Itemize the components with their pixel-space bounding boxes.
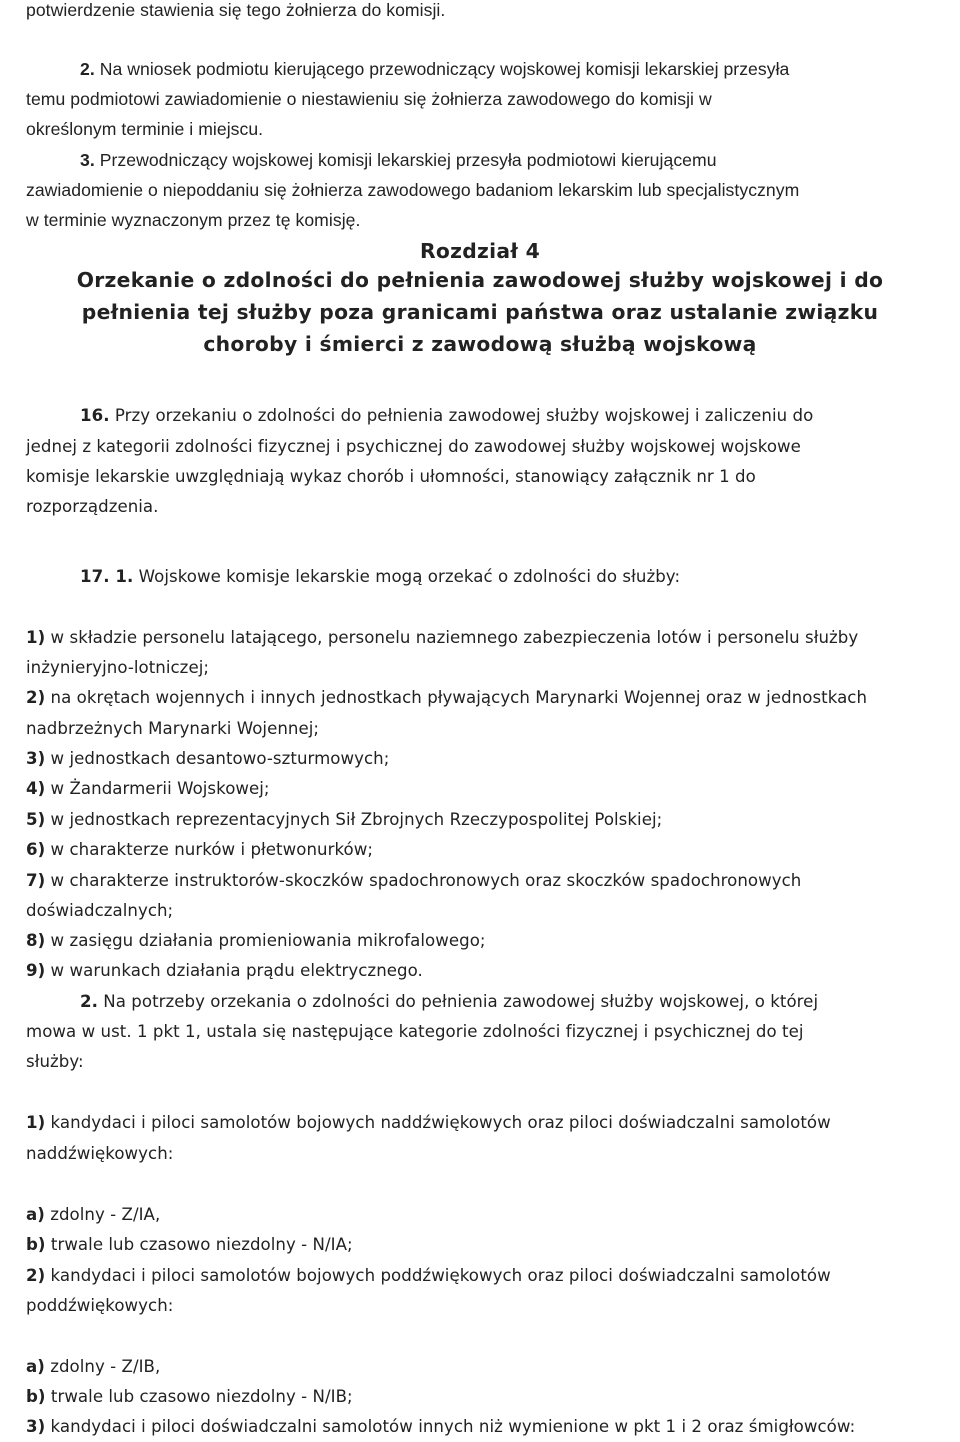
subsection-number: 2.	[80, 992, 98, 1011]
text-line	[26, 437, 801, 456]
category-item	[26, 1266, 831, 1285]
item-number: 8)	[26, 931, 46, 950]
paragraph-text: temu podmiotowi zawiadomienie o niestawieniu się żołnierza zawodowego do komisji w	[26, 89, 712, 109]
item-text: w charakterze nurków i płetwonurków;	[45, 840, 373, 859]
section-16	[80, 406, 813, 425]
item-text: w zasięgu działania promieniowania mikrofalowego;	[45, 931, 486, 950]
section-number: 16.	[80, 406, 110, 425]
paragraph-text: Wojskowe komisje lekarskie mogą orzekać o zdolności do służby:	[133, 567, 681, 586]
text-line	[26, 119, 263, 140]
item-text: poddźwiękowych:	[26, 1296, 174, 1315]
category-subitem	[26, 1387, 353, 1406]
chapter-title-line: pełnienia tej służby poza granicami państwa oraz ustalanie związku	[81, 300, 879, 324]
paragraph-text: jednej z kategorii zdolności fizycznej i psychicznej do zawodowej służby wojskowej wojskowe	[26, 437, 801, 456]
paragraph-3	[80, 150, 717, 171]
item-text: trwale lub czasowo niezdolny - N/IA;	[45, 1235, 353, 1254]
item-number: 2)	[26, 688, 46, 707]
item-text: zdolny - Z/IB,	[44, 1357, 161, 1376]
category-subitem	[26, 1235, 353, 1254]
item-text: zdolny - Z/IA,	[44, 1205, 161, 1224]
item-text: naddźwiękowych:	[26, 1144, 174, 1163]
text-line	[26, 210, 360, 231]
list-item	[26, 749, 389, 768]
section-number: 17. 1.	[80, 567, 134, 586]
list-item	[26, 779, 270, 798]
paragraph-text: w terminie wyznaczonym przez tę komisję.	[26, 210, 361, 230]
item-number: 3)	[26, 749, 46, 768]
item-text: kandydaci i piloci samolotów bojowych naddźwiękowych oraz piloci doświadczalni samolotów	[45, 1113, 831, 1132]
list-item	[26, 628, 858, 647]
subitem-letter: a)	[26, 1205, 45, 1224]
paragraph-text: Przy orzekaniu o zdolności do pełnienia zawodowej służby wojskowej i zaliczeniu do	[109, 406, 814, 425]
list-item-continuation	[26, 719, 319, 738]
text-line	[26, 1022, 804, 1041]
list-item	[26, 961, 423, 980]
category-subitem	[26, 1205, 160, 1224]
text-line	[26, 1052, 84, 1071]
category-item	[26, 1417, 855, 1436]
item-text: kandydaci i piloci doświadczalni samolotów innych niż wymienione w pkt 1 i 2 oraz śmigłowców:	[45, 1417, 856, 1436]
chapter-title-line: Orzekanie o zdolności do pełnienia zawodowej służby wojskowej i do	[76, 268, 884, 292]
item-text: inżynieryjno-lotniczej;	[26, 658, 210, 677]
list-item-continuation	[26, 658, 209, 677]
paragraph-text: Na potrzeby orzekania o zdolności do pełnienia zawodowej służby wojskowej, o której	[97, 992, 819, 1011]
item-number: 1)	[26, 1113, 46, 1132]
item-text: kandydaci i piloci samolotów bojowych poddźwiękowych oraz piloci doświadczalni samolotów	[45, 1266, 831, 1285]
paragraph-text: potwierdzenie stawienia się tego żołnierza do komisji.	[26, 0, 446, 20]
item-number: 4)	[26, 779, 46, 798]
category-item	[26, 1113, 831, 1132]
paragraph-text: komisje lekarskie uwzględniają wykaz chorób i ułomności, stanowiący załącznik nr 1 do	[26, 467, 756, 486]
text-line	[26, 0, 445, 21]
item-text: trwale lub czasowo niezdolny - N/IB;	[45, 1387, 353, 1406]
paragraph-text: Przewodniczący wojskowej komisji lekarskiej przesyła podmiotowi kierującemu	[94, 150, 717, 170]
text-line	[26, 467, 756, 486]
subitem-letter: a)	[26, 1357, 45, 1376]
item-number: 5)	[26, 810, 46, 829]
item-text: w jednostkach desantowo-szturmowych;	[45, 749, 390, 768]
paragraph-text: określonym terminie i miejscu.	[26, 119, 264, 139]
item-text: w charakterze instruktorów-skoczków spadochronowych oraz skoczków spadochronowych	[45, 871, 802, 890]
chapter-number: Rozdział 4	[419, 239, 540, 263]
list-item	[26, 810, 662, 829]
chapter-title-line: choroby i śmierci z zawodową służbą wojskową	[203, 332, 757, 356]
section-17	[80, 567, 680, 586]
list-item	[26, 688, 867, 707]
item-text: doświadczalnych;	[26, 901, 174, 920]
paragraph-text: Na wniosek podmiotu kierującego przewodniczący wojskowej komisji lekarskiej przesyła	[94, 59, 790, 79]
item-text: w Żandarmerii Wojskowej;	[45, 779, 270, 798]
item-number: 1)	[26, 628, 46, 647]
text-line	[26, 497, 158, 516]
list-item-continuation	[26, 1296, 173, 1315]
item-text: w warunkach działania prądu elektrycznego.	[45, 961, 423, 980]
list-item-continuation	[26, 901, 173, 920]
subitem-letter: b)	[26, 1387, 46, 1406]
category-subitem	[26, 1357, 160, 1376]
item-text: na okrętach wojennych i innych jednostkach pływających Marynarki Wojennej oraz w jednostkach	[45, 688, 868, 707]
item-number: 9)	[26, 961, 46, 980]
item-number: 7)	[26, 871, 46, 890]
paragraph-text: rozporządzenia.	[26, 497, 159, 516]
item-text: w jednostkach reprezentacyjnych Sił Zbrojnych Rzeczypospolitej Polskiej;	[45, 810, 663, 829]
paragraph-text: służby:	[26, 1052, 84, 1071]
subitem-letter: b)	[26, 1235, 46, 1254]
item-number: 2)	[26, 1266, 46, 1285]
list-item	[26, 871, 801, 890]
paragraph-text: zawiadomienie o niepoddaniu się żołnierza zawodowego badaniom lekarskim lub specjalistycznym	[26, 180, 800, 200]
item-text: w składzie personelu latającego, personelu naziemnego zabezpieczenia lotów i personelu służby	[45, 628, 859, 647]
text-line	[26, 89, 712, 110]
item-number: 3)	[26, 1417, 46, 1436]
item-text: nadbrzeżnych Marynarki Wojennej;	[26, 719, 320, 738]
paragraph-2	[80, 59, 789, 80]
text-line	[26, 180, 799, 201]
subsection-2	[80, 992, 818, 1011]
list-item-continuation	[26, 1144, 173, 1163]
item-number: 6)	[26, 840, 46, 859]
paragraph-text: mowa w ust. 1 pkt 1, ustala się następujące kategorie zdolności fizycznej i psychicznej do tej	[26, 1022, 804, 1041]
list-item	[26, 931, 486, 950]
paragraph-number: 2.	[80, 59, 95, 79]
list-item	[26, 840, 373, 859]
paragraph-number: 3.	[80, 150, 95, 170]
